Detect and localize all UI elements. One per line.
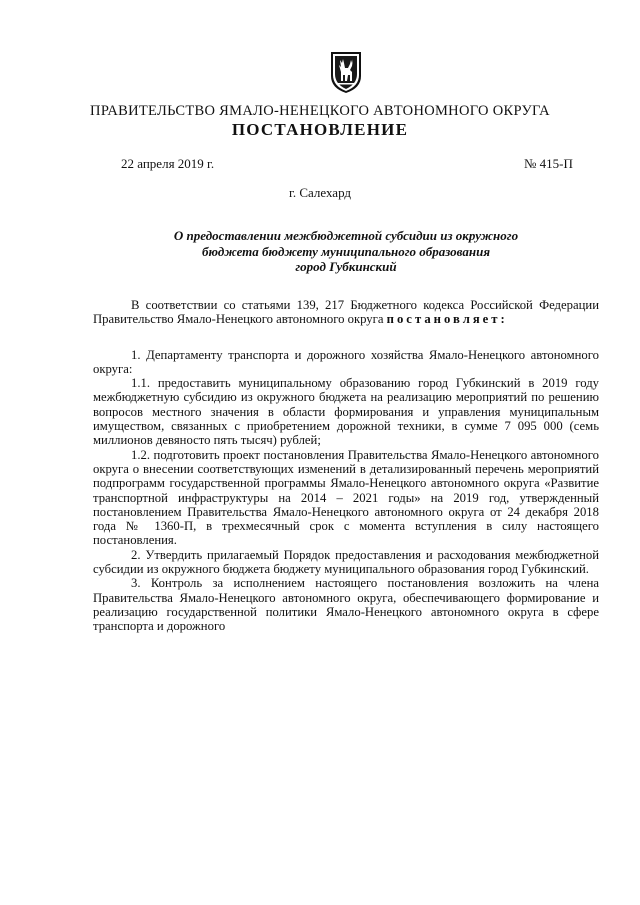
paragraph-3: 3. Контроль за исполнением настоящего постановления возложить на члена Правительства Ямало-Ненецкого автономного округа, обеспечивающего формирование и реализацию государственной политики Ямало-Ненецкого автономного округа в сфере транспорта и дорожного [93, 576, 599, 634]
coat-of-arms-emblem [328, 50, 364, 94]
paragraph-1-1: 1.1. предоставить муниципальному образованию город Губкинский в 2019 году межбюджетную субсидию из окружного бюджета на реализацию мероприятий по решению вопросов местного значения в области формирования и управления муниципальным имуществом, связанных с приобретением дорожной техники, в сумме 7 095 000 (семь миллионов девяносто пять тысяч) рублей; [93, 376, 599, 448]
intro-text: В соответствии со статьями 139, 217 Бюджетного кодекса Российской Федерации Правительство Ямало-Ненецкого автономного округа [93, 298, 599, 327]
document-date: 22 апреля 2019 г. [121, 156, 215, 171]
document-body [93, 298, 599, 634]
document-type: ПОСТАНОВЛЕНИЕ [231, 120, 409, 139]
subject-line-2: бюджета бюджету муниципального образования [201, 243, 491, 259]
subject-line-1: О предоставлении межбюджетной субсидии из окружного [173, 228, 519, 243]
document-number: № 415-П [524, 156, 573, 171]
paragraph-1-2: 1.2. подготовить проект постановления Правительства Ямало-Ненецкого автономного округа о внесении соответствующих изменений в детализированный перечень мероприятий подпрограмм государственной программы Ямало-Ненецкого автономного округа «Развитие транспортной инфраструктуры на 2014 – 2021 годы» на 2019 год, утвержденный постановлением Правительства Ямало-Ненецкого автономного округа от 24 декабря 2018 года № 1360-П, в трехмесячный срок с момента вступления в силу настоящего постановления. [93, 447, 599, 548]
paragraph-2: 2. Утвердить прилагаемый Порядок предоставления и расходования межбюджетной субсидии из окружного бюджета бюджету муниципального образования город Губкинский. [93, 547, 599, 577]
decree-word: постановляет: [386, 312, 508, 327]
subject-line-3: город Губкинский [295, 259, 397, 274]
intro-paragraph [93, 298, 599, 327]
document-subject [150, 228, 542, 275]
government-title: ПРАВИТЕЛЬСТВО ЯМАЛО-НЕНЕЦКОГО АВТОНОМНОГО ОКРУГА [90, 103, 550, 119]
document-city: г. Салехард [288, 185, 352, 200]
paragraph-1: 1. Департаменту транспорта и дорожного хозяйства Ямало-Ненецкого автономного округа: [93, 347, 599, 376]
